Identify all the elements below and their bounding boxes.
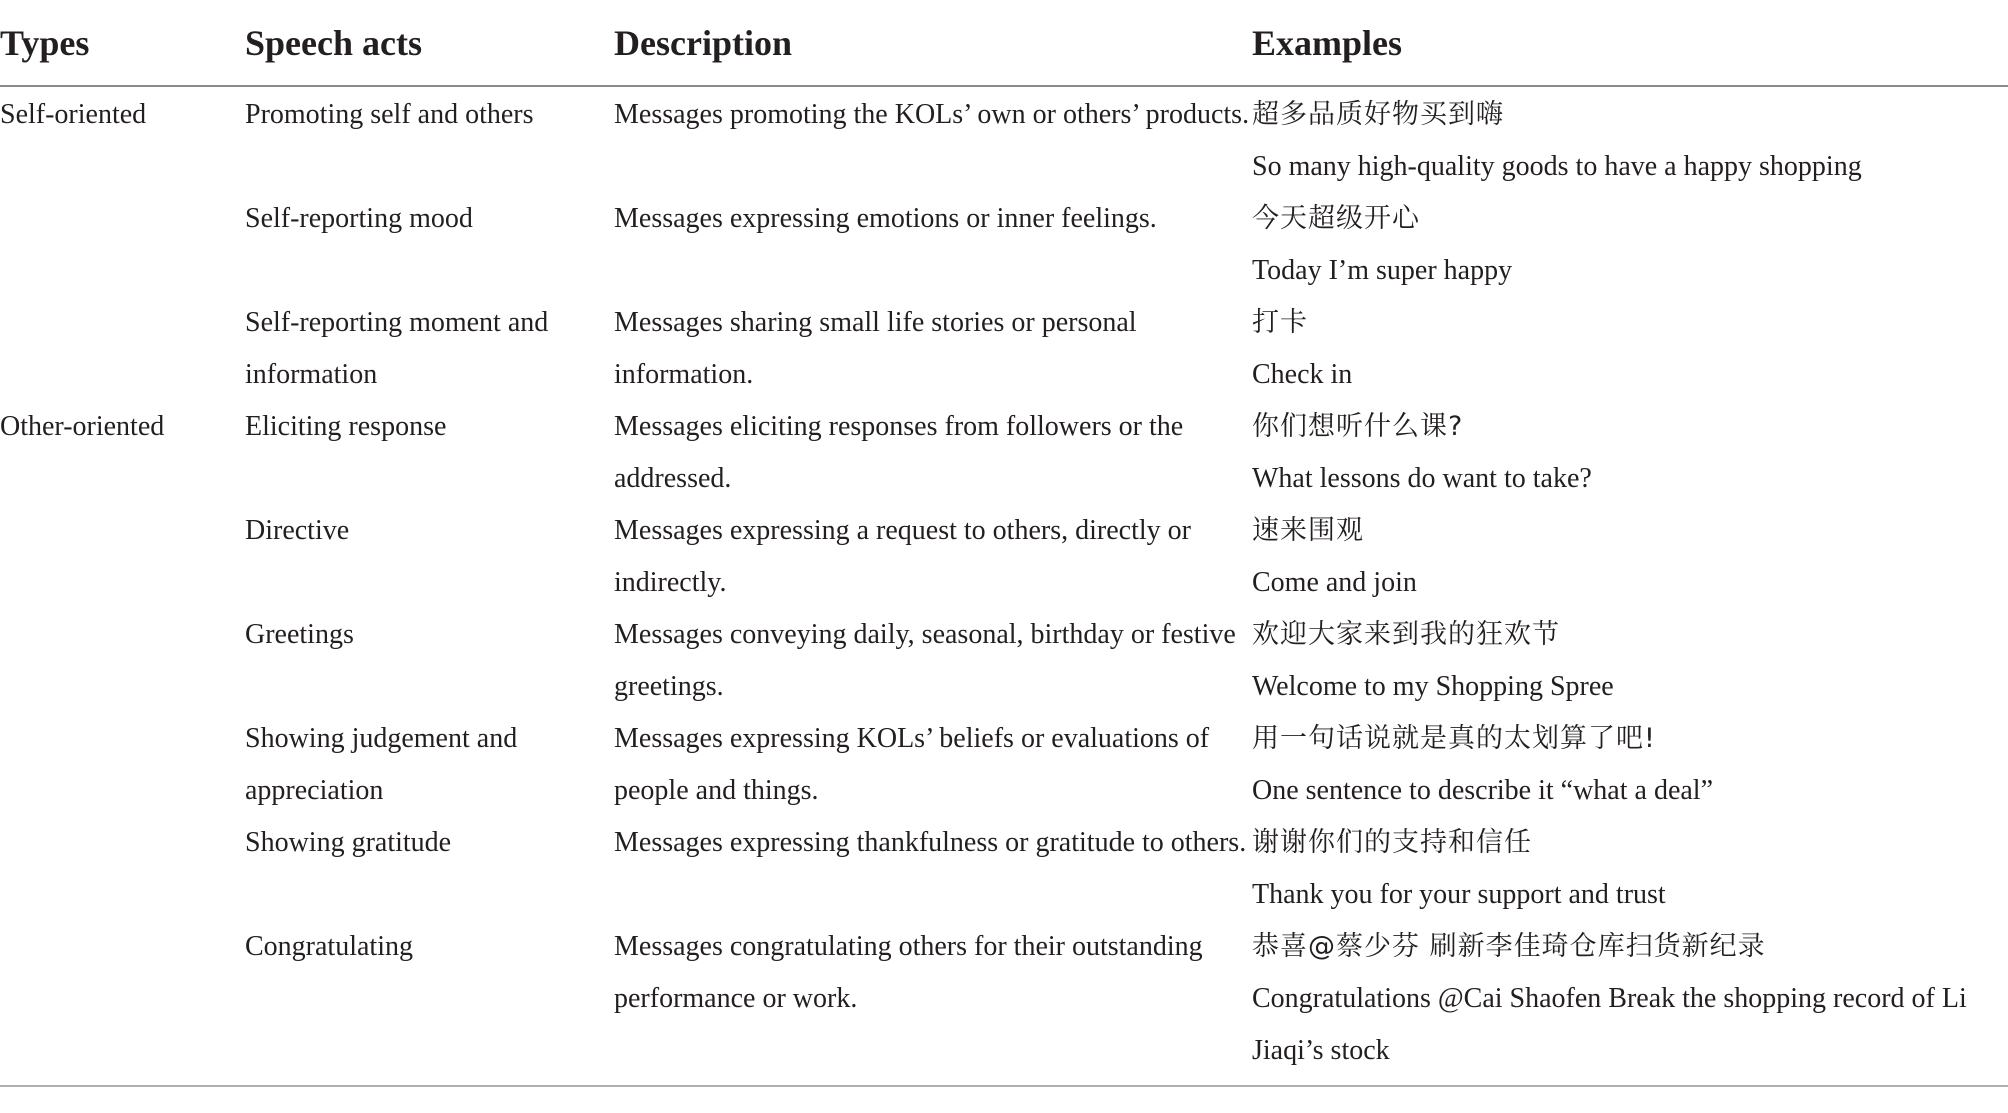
header-row [0, 0, 2008, 86]
cell-type [0, 817, 245, 921]
example-english: Today I’m super happy [1252, 255, 1513, 286]
cell-example [1252, 297, 2008, 401]
cell-speech-act: Congratulating [245, 931, 413, 962]
table-row [0, 609, 2008, 713]
table-row [0, 713, 2008, 817]
header-speech-acts: Speech acts [245, 0, 614, 86]
example-chinese: 用一句话说就是真的太划算了吧! [1252, 723, 1656, 754]
table-bottom-rule [0, 1085, 2008, 1087]
example-english: Come and join [1252, 567, 1417, 598]
table-row [0, 817, 2008, 921]
cell-type [0, 297, 245, 401]
cell-speech-act: Self-reporting moment and information [245, 307, 549, 390]
cell-description: Messages congratulating others for their outstanding performance or work. [614, 931, 1203, 1014]
table-row [0, 505, 2008, 609]
header-types: Types [0, 0, 245, 86]
cell-speech-act: Promoting self and others [245, 99, 534, 130]
cell-type [0, 609, 245, 713]
cell-speech-act: Showing judgement and appreciation [245, 723, 518, 806]
cell-example [1252, 713, 2008, 817]
cell-speech-act: Eliciting response [245, 411, 447, 442]
example-chinese: 超多品质好物买到嗨 [1252, 99, 1504, 130]
cell-description: Messages sharing small life stories or personal information. [614, 307, 1137, 390]
example-english: What lessons do want to take? [1252, 463, 1592, 494]
example-chinese: 欢迎大家来到我的狂欢节 [1252, 619, 1560, 650]
table-body [0, 86, 2008, 1077]
table-row [0, 86, 2008, 193]
cell-example [1252, 401, 2008, 505]
example-english: Welcome to my Shopping Spree [1252, 671, 1614, 702]
example-chinese: 谢谢你们的支持和信任 [1252, 827, 1532, 858]
table-row [0, 921, 2008, 1077]
example-english: Thank you for your support and trust [1252, 879, 1666, 910]
header-examples: Examples [1252, 0, 2008, 86]
table-row [0, 193, 2008, 297]
cell-speech-act: Self-reporting mood [245, 203, 473, 234]
cell-type [0, 505, 245, 609]
cell-example [1252, 921, 2008, 1077]
cell-type [0, 193, 245, 297]
cell-example [1252, 86, 2008, 193]
cell-speech-act: Greetings [245, 619, 354, 650]
example-chinese: 今天超级开心 [1252, 203, 1420, 234]
example-chinese: 恭喜@蔡少芬 刷新李佳琦仓库扫货新纪录 [1252, 931, 1766, 962]
cell-description: Messages eliciting responses from followers or the addressed. [614, 411, 1184, 494]
cell-type: Self-oriented [0, 99, 147, 130]
cell-description: Messages expressing a request to others, directly or indirectly. [614, 515, 1191, 598]
cell-speech-act: Showing gratitude [245, 827, 452, 858]
table-row [0, 297, 2008, 401]
cell-example [1252, 505, 2008, 609]
cell-example [1252, 193, 2008, 297]
header-description: Description [614, 0, 1252, 86]
example-english: Check in [1252, 359, 1353, 390]
example-chinese: 速来围观 [1252, 515, 1364, 546]
example-english: So many high-quality goods to have a happy shopping [1252, 151, 1862, 182]
cell-type [0, 713, 245, 817]
example-chinese: 打卡 [1252, 307, 1308, 338]
cell-description: Messages conveying daily, seasonal, birthday or festive greetings. [614, 619, 1236, 702]
cell-speech-act: Directive [245, 515, 350, 546]
cell-example [1252, 817, 2008, 921]
example-english: One sentence to describe it “what a deal” [1252, 775, 1714, 806]
table-row [0, 401, 2008, 505]
cell-description: Messages expressing emotions or inner feelings. [614, 203, 1157, 234]
cell-description: Messages promoting the KOLs’ own or others’ products. [614, 99, 1250, 130]
cell-example [1252, 609, 2008, 713]
table-header [0, 0, 2008, 86]
cell-description: Messages expressing thankfulness or gratitude to others. [614, 827, 1247, 858]
cell-description: Messages expressing KOLs’ beliefs or evaluations of people and things. [614, 723, 1210, 806]
cell-type: Other-oriented [0, 411, 165, 442]
example-english: Congratulations @Cai Shaofen Break the shopping record of Li Jiaqi’s stock [1252, 983, 1967, 1066]
cell-type [0, 921, 245, 1077]
example-chinese: 你们想听什么课? [1252, 411, 1464, 442]
